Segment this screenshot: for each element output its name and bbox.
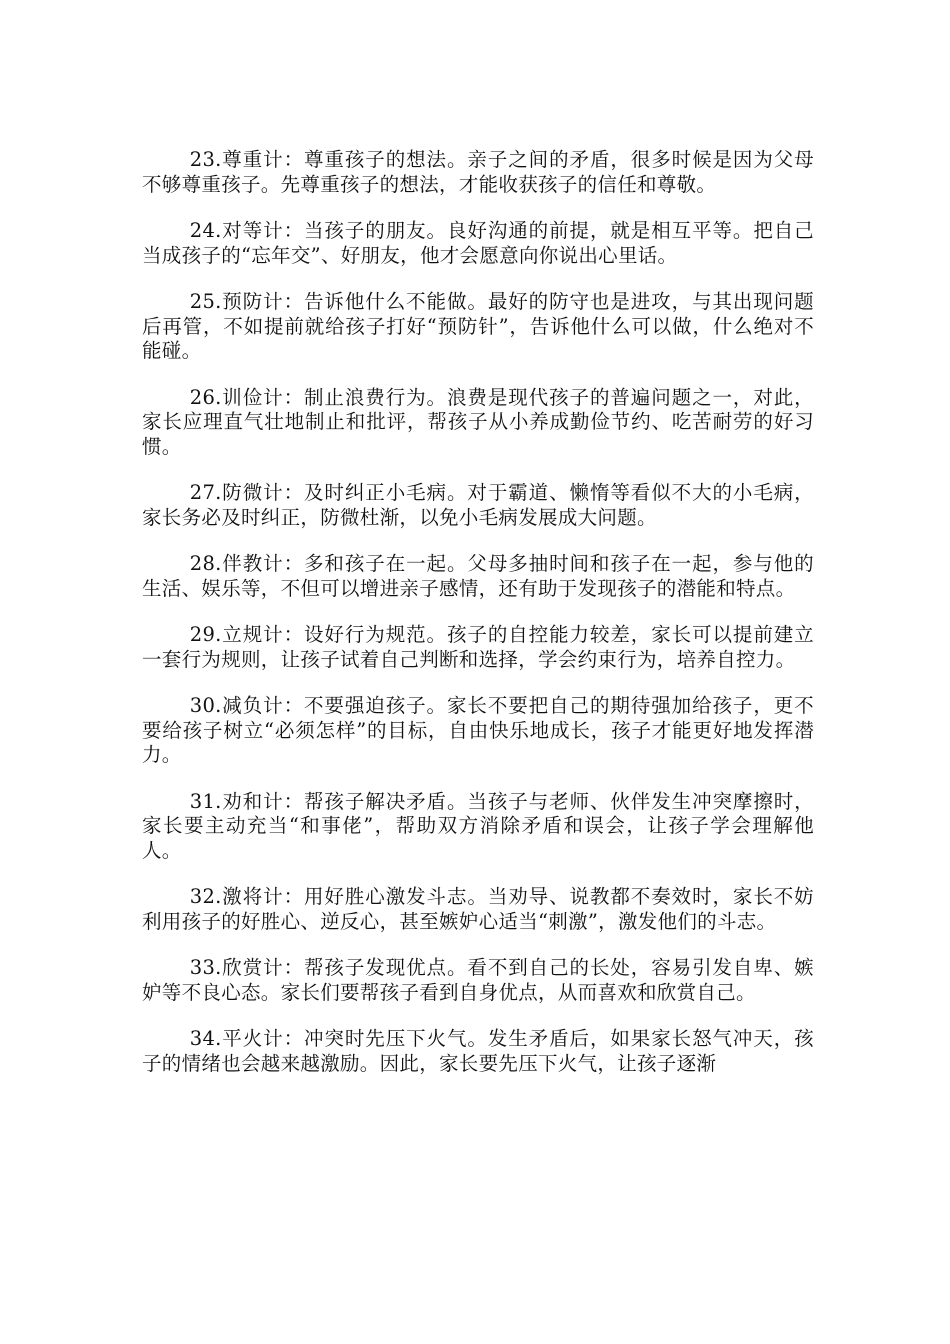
paragraph-24: 24.对等计：当孩子的朋友。良好沟通的前提，就是相互平等。把自己当成孩子的“忘年交”、好朋友，他才会愿意向你说出心里话。	[142, 219, 814, 267]
paragraph-26: 26.训俭计：制止浪费行为。浪费是现代孩子的普遍问题之一，对此，家长应理直气壮地制止和批评，帮孩子从小养成勤俭节约、吃苦耐劳的好习惯。	[142, 385, 814, 458]
paragraph-34: 34.平火计：冲突时先压下火气。发生矛盾后，如果家长怒气冲天，孩子的情绪也会越来越激励。因此，家长要先压下火气，让孩子逐渐	[142, 1027, 814, 1075]
paragraph-32: 32.激将计：用好胜心激发斗志。当劝导、说教都不奏效时，家长不妨利用孩子的好胜心、逆反心，甚至嫉妒心适当“刺激”，激发他们的斗志。	[142, 885, 814, 933]
paragraph-23: 23.尊重计：尊重孩子的想法。亲子之间的矛盾，很多时候是因为父母不够尊重孩子。先尊重孩子的想法，才能收获孩子的信任和尊敬。	[142, 148, 814, 196]
paragraph-27: 27.防微计：及时纠正小毛病。对于霸道、懒惰等看似不大的小毛病，家长务必及时纠正，防微杜渐，以免小毛病发展成大问题。	[142, 481, 814, 529]
paragraph-28: 28.伴教计：多和孩子在一起。父母多抽时间和孩子在一起，参与他的生活、娱乐等，不但可以增进亲子感情，还有助于发现孩子的潜能和特点。	[142, 552, 814, 600]
paragraph-31: 31.劝和计：帮孩子解决矛盾。当孩子与老师、伙伴发生冲突摩擦时，家长要主动充当“和事佬”，帮助双方消除矛盾和误会，让孩子学会理解他人。	[142, 789, 814, 862]
paragraph-25: 25.预防计：告诉他什么不能做。最好的防守也是进攻，与其出现问题后再管，不如提前就给孩子打好“预防针”，告诉他什么可以做，什么绝对不能碰。	[142, 290, 814, 362]
paragraph-30: 30.减负计：不要强迫孩子。家长不要把自己的期待强加给孩子，更不要给孩子树立“必须怎样”的目标，自由快乐地成长，孩子才能更好地发挥潜力。	[142, 694, 814, 766]
document-body	[142, 148, 814, 1098]
paragraph-33: 33.欣赏计：帮孩子发现优点。看不到自己的长处，容易引发自卑、嫉妒等不良心态。家长们要帮孩子看到自身优点，从而喜欢和欣赏自己。	[142, 956, 814, 1004]
paragraph-29: 29.立规计：设好行为规范。孩子的自控能力较差，家长可以提前建立一套行为规则，让孩子试着自己判断和选择，学会约束行为，培养自控力。	[142, 623, 814, 671]
